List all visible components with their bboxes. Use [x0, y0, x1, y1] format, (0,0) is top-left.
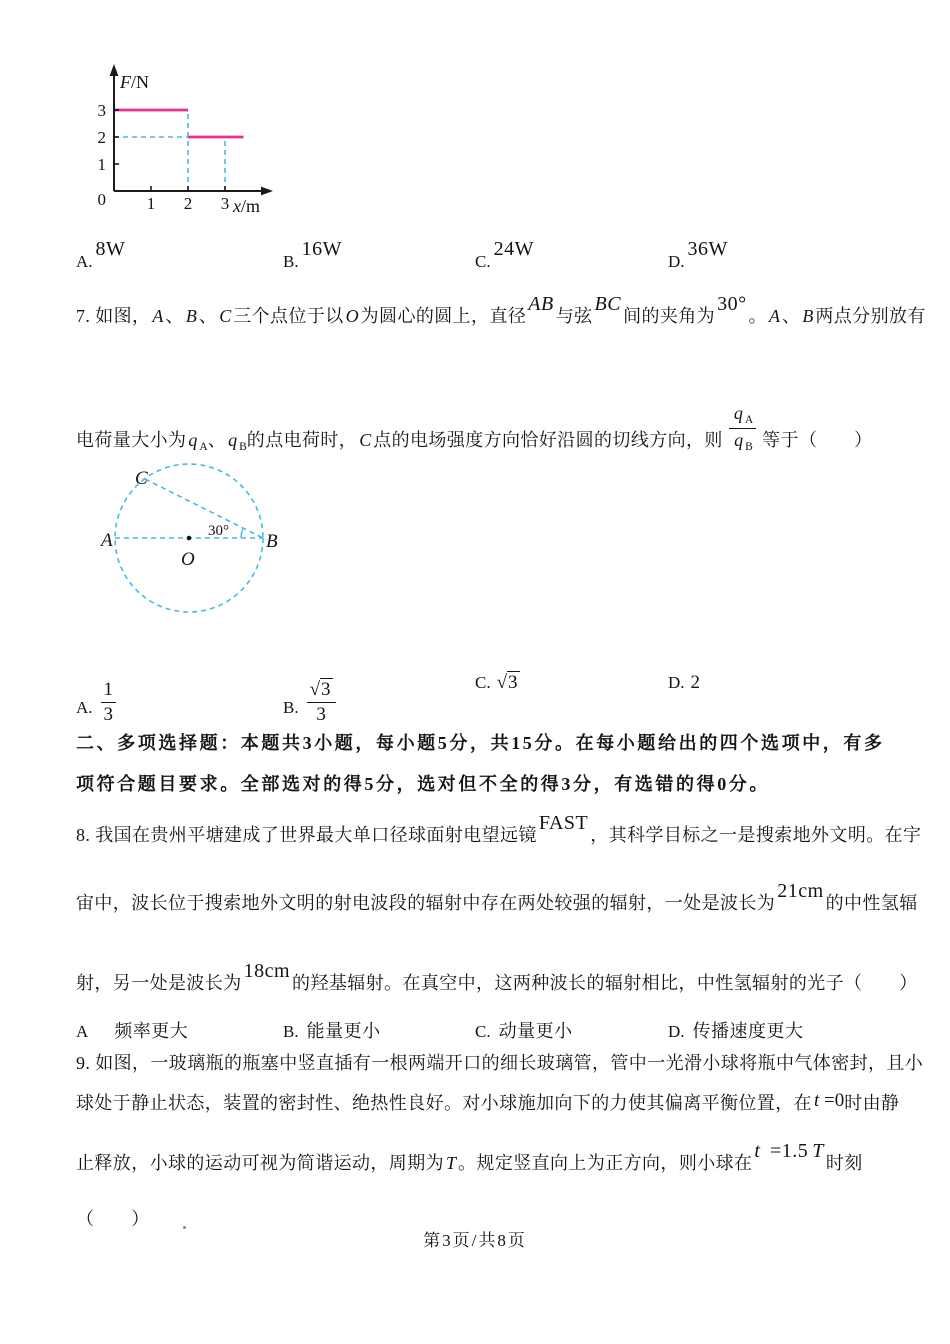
text-segment: C: [359, 430, 372, 451]
text-segment: t: [754, 1140, 761, 1162]
chord-bc: [145, 479, 263, 538]
text-segment: 的羟基辐射。在真空中，这两种波长的辐射相比，中性氢辐射的光子（ ）: [292, 973, 918, 993]
text-segment: 球处于静止状态，装置的密封性、绝热性良好。对小球施加向下的力使其偏离平衡位置，在: [76, 1093, 812, 1113]
text-segment: FAST: [538, 812, 589, 834]
sqrt-expression: √3: [309, 679, 331, 700]
text-segment: A: [768, 306, 780, 326]
text-segment: ，其科学目标之一是搜索地外文明。在宇: [590, 825, 922, 845]
x-tick-label: 1: [146, 194, 156, 213]
text-segment: 30°: [717, 293, 747, 315]
y-tick-label: 1: [97, 155, 106, 174]
text-segment: 点的电场强度方向恰好沿圆的切线方向，则: [373, 430, 723, 451]
text-segment: 等于（ ）: [762, 430, 873, 451]
q8-option-d: [668, 1017, 804, 1043]
option-value: [99, 679, 119, 725]
text-segment: 。: [748, 306, 767, 326]
q6-option-d: [668, 238, 728, 273]
text-segment: 21cm: [777, 880, 824, 902]
text-segment: 3: [316, 703, 326, 725]
text-segment: =1.5: [764, 1140, 809, 1162]
text-segment: 18cm: [243, 960, 291, 982]
option-letter: D.: [668, 673, 685, 692]
text-segment: B: [745, 441, 753, 454]
option-value: [305, 679, 338, 725]
option-letter: D.: [668, 252, 685, 271]
option-text: 动量更小: [498, 1021, 573, 1041]
q7-option-d: [668, 672, 700, 694]
option-letter: C.: [475, 673, 491, 692]
x-axis-arrow: [261, 187, 273, 196]
text-segment: 的点电荷时，: [246, 430, 358, 451]
option-value: 16W: [301, 238, 342, 260]
text-segment: 1: [103, 679, 114, 700]
text-segment: 的中性氢辐: [825, 893, 918, 913]
question-9-line-2: [76, 1090, 899, 1117]
text-segment: 与弦: [555, 306, 593, 326]
text-segment: BC: [594, 293, 622, 315]
circle-diagram: [95, 455, 300, 627]
section-2-header-line-1: 二、多项选择题：本题共3小题，每小题5分，共15分。在每小题给出的四个选项中，有多: [76, 733, 885, 753]
question-8-line-3: [76, 960, 918, 996]
label-b: B: [266, 531, 278, 552]
label-a: A: [101, 530, 113, 551]
fraction: [101, 679, 117, 726]
text-segment: B: [802, 306, 814, 326]
text-segment: 三个点位于以: [233, 306, 344, 326]
question-9-line-4: （ ）: [76, 1209, 150, 1229]
y-tick-label: 2: [97, 128, 106, 147]
origin-label: 0: [97, 190, 106, 209]
option-value: 36W: [687, 238, 728, 260]
question-8-line-2: [76, 880, 918, 916]
q6-option-c: [475, 238, 534, 273]
question-8-line-1: [76, 812, 922, 848]
text-segment: 、: [198, 306, 218, 326]
text-segment: q: [733, 403, 743, 423]
option-letter: C.: [475, 252, 491, 271]
option-text: 传播速度更大: [692, 1021, 804, 1041]
question-7-line-2: [76, 403, 873, 460]
question-7-line-1: [76, 293, 926, 329]
text-segment: t: [814, 1090, 820, 1111]
text-segment: 7. 如图，: [76, 306, 151, 326]
text-segment: T: [812, 1140, 824, 1162]
text-segment: 宙中，波长位于搜索地外文明的射电波段的辐射中存在两处较强的辐射，一处是波长为: [76, 893, 776, 913]
text-segment: 8. 我国在贵州平塘建成了世界最大单口径球面射电望远镜: [76, 825, 537, 845]
option-letter: A.: [76, 252, 93, 271]
y-axis-arrow: [110, 64, 119, 76]
x-axis-label: x/m: [233, 196, 261, 216]
text-segment: 时刻: [825, 1153, 863, 1173]
text-segment: 3: [103, 703, 114, 725]
option-letter: B.: [283, 1022, 299, 1041]
option-value: [497, 672, 520, 693]
option-letter: A: [76, 1022, 89, 1041]
text-segment: 时由静: [844, 1093, 900, 1113]
fraction: [729, 403, 756, 454]
q8-option-a: [76, 1017, 188, 1043]
text-segment: =0: [819, 1090, 845, 1111]
text-segment: 间的夹角为: [623, 306, 716, 326]
section-2-header-line-2: 项符合题目要求。全部选对的得5分，选对但不全的得3分，有选错的得0分。: [76, 774, 770, 794]
angle-arc: [241, 528, 243, 538]
text-segment: 、: [207, 430, 227, 451]
text-segment: 、: [165, 306, 184, 326]
text-segment: 电荷量大小为: [76, 430, 187, 451]
text-segment: C: [219, 306, 232, 326]
angle-label: 30°: [208, 523, 229, 539]
text-segment: A: [199, 441, 208, 454]
x-tick-label: 3: [220, 194, 230, 213]
text-segment: 射，另一处是波长为: [76, 973, 242, 993]
x-tick-label: 2: [183, 194, 193, 213]
text-segment: q: [734, 430, 744, 451]
text-segment: A: [152, 306, 164, 326]
q6-option-a: [76, 238, 126, 273]
label-o: O: [181, 549, 195, 570]
text-segment: 、: [781, 306, 801, 326]
text-segment: 9. 如图，一玻璃瓶的瓶塞中竖直插有一根两端开口的细长玻璃管，管中一光滑小球将瓶中气体密封，且小: [76, 1053, 924, 1073]
text-segment: 为圆心的圆上，直径: [360, 306, 527, 326]
text-segment: 两点分别放有: [815, 306, 926, 326]
option-value: [691, 672, 701, 693]
option-value: 8W: [95, 238, 126, 260]
text-segment: 2: [690, 672, 701, 693]
q8-option-c: [475, 1017, 573, 1043]
center-dot: [187, 536, 192, 541]
question-9-line-1: [76, 1050, 923, 1076]
page-number: 第3页/共8页: [423, 1231, 527, 1250]
question-9-line-3: [76, 1140, 863, 1176]
text-segment: B: [239, 441, 247, 454]
label-c: C: [135, 468, 148, 489]
text-segment: q: [228, 430, 238, 451]
y-axis-label: F/N: [120, 72, 149, 92]
q7-option-c: [475, 672, 520, 694]
option-letter: B.: [283, 252, 299, 271]
q6-option-b: [283, 238, 342, 273]
text-segment: 止释放，小球的运动可视为简谐运动，周期为: [76, 1153, 444, 1173]
text-segment: B: [185, 306, 197, 326]
text-segment: T: [446, 1153, 457, 1173]
text-segment: 。规定竖直向上为正方向，则小球在: [458, 1153, 753, 1173]
fraction: [307, 679, 336, 726]
force-displacement-chart: [40, 52, 280, 224]
q7-option-a: [76, 672, 118, 725]
text-segment: A: [744, 414, 754, 426]
option-letter: B.: [283, 697, 299, 717]
text-segment: AB: [528, 293, 554, 315]
option-letter: C.: [475, 1022, 491, 1041]
option-letter: A.: [76, 697, 93, 717]
text-segment: O: [345, 306, 359, 326]
sqrt-expression: √3: [496, 672, 518, 693]
option-letter: D.: [668, 1022, 685, 1041]
option-text: 能量更小: [306, 1021, 381, 1041]
option-value: 24W: [493, 238, 534, 260]
q7-option-b: [283, 672, 338, 725]
q8-option-b: [283, 1017, 381, 1043]
option-text: 频率更大: [114, 1021, 189, 1041]
y-tick-label: 3: [97, 101, 106, 120]
text-segment: q: [188, 430, 198, 451]
